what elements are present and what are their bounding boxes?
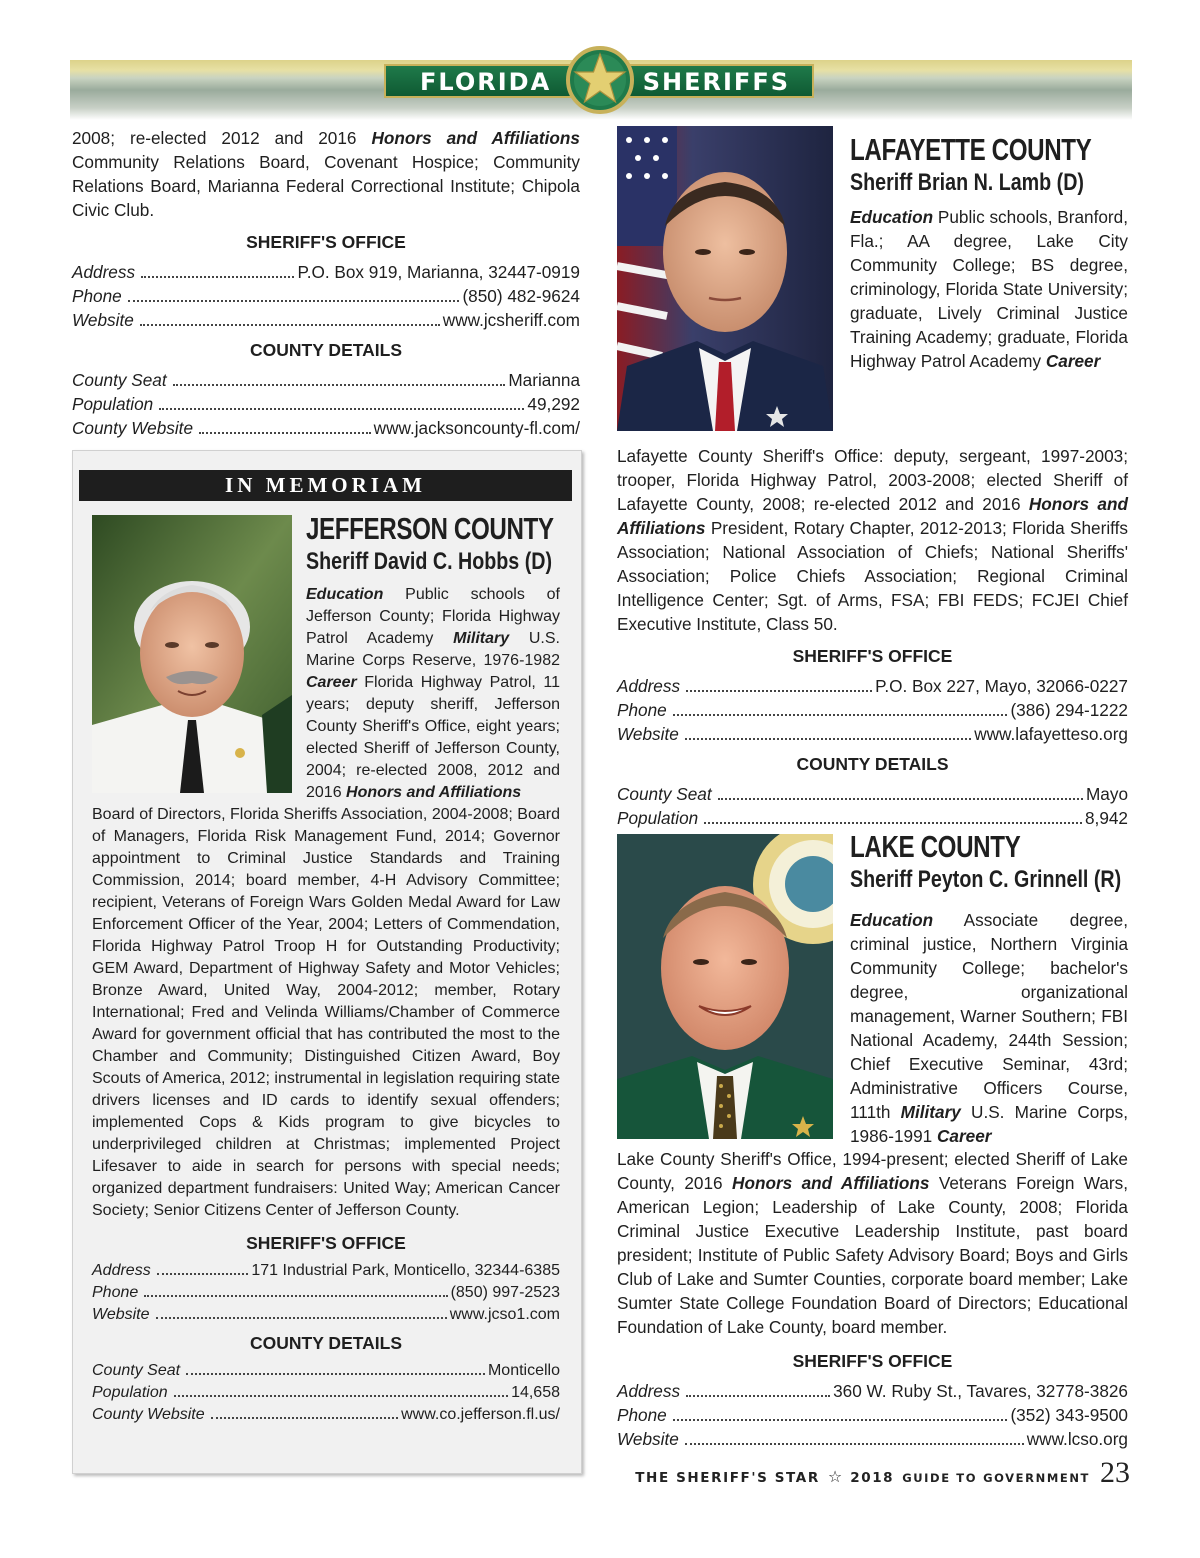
jackson-address-row: Address P.O. Box 919, Marianna, 32447-0919 (72, 262, 580, 282)
banner-florida: FLORIDA (420, 68, 552, 96)
lafayette-seat-row: County Seat Mayo (617, 784, 1128, 804)
lake-county-name: LAKE COUNTY (850, 829, 1021, 864)
lafayette-header (850, 132, 1128, 198)
jackson-bio: 2008; re-elected 2012 and 2016 Honors and Affiliations Community Relations Board, Covenant Hospice; Community Relations Board, Marianna Federal Correctional Institute; Chipola Civic Club. (72, 128, 580, 220)
jackson-phone-row: Phone (850) 482-9624 (72, 286, 580, 306)
jackson-section (72, 126, 580, 440)
lake-website-row: Website www.lcso.org (617, 1429, 1128, 1449)
footer-guide-word: GOVERNMENT (983, 1471, 1090, 1485)
lake-bio-top: Education Associate degree, criminal justice, Northern Virginia Community College; bachelor's degree, organizational management, Warner Southern; FBI National Academy, 244th Session; Chief Executive Seminar, 43rd; Administrative Officers Course, 111th Military U.S. Marine Corps, 1986-1991 Career (850, 910, 1128, 1146)
jefferson-bio-bottom: Board of Directors, Florida Sheriffs Association, 2004-2008; Board of Managers, Florida Risk Management Fund, 2014; Governor appointment to Criminal Justice Standards and Training Commission, 2014; board member, 4-H Advisory Committee; recipient, Veterans of Foreign Wars Golden Medal Award for Law Enforcement Officer of the Year, 2004; Letters of Commendation, Florida Highway Patrol Troop H for Outstanding Productivity; GEM Award, Department of Highway Safety and Motor Vehicles; Bronze Award, United Way, 2004-2012; member, Rotary International; Fred and Velinda Williams/Chamber of Commerce Award for government official that has contributed the most to the Chamber and Community; Distinguished Citizen Award, Boy Scouts of America, 2012; instrumental in legislation requiring state drivers licenses and ID cards to identify sexual offenders; implemented Cops & Kids program to give bicycles to underprivileged children at Christmas; implemented Project Lifesaver to aide in search for persons with special needs; organized department fundraisers: United Way; American Cancer Society; Senior Citizens Center of Jefferson County. SHERIFF'S OFFICE Address 171 Industrial Park, Monticello, 32344-6385 Phone (850) 997-2523 Website www.jcso1.com COUNTY DETAILS County Seat Monticello Population 14,658 County Website www.co.jefferson.fl.us/ (92, 804, 560, 1426)
jackson-office-title: SHERIFF'S OFFICE (246, 232, 406, 252)
lafayette-website-row: Website www.lafayetteso.org (617, 724, 1128, 744)
jefferson-county-website-row: County Website www.co.jefferson.fl.us/ (92, 1406, 560, 1423)
lafayette-county-name: LAFAYETTE COUNTY (850, 132, 1092, 167)
jackson-county-website-row: County Website www.jacksoncounty-fl.com/ (72, 418, 580, 438)
lake-sheriff-name: Sheriff Peyton C. Grinnell (R) (850, 866, 1122, 893)
lake-phone-row: Phone (352) 343-9500 (617, 1405, 1128, 1425)
page-footer (635, 1456, 1130, 1490)
jackson-seat-row: County Seat Marianna (72, 370, 580, 390)
jefferson-phone-row: Phone (850) 997-2523 (92, 1284, 560, 1301)
lafayette-population-row: Population 8,942 (617, 808, 1128, 828)
sheriff-grinnell-photo (617, 834, 833, 1139)
footer-year: 2018 (850, 1470, 895, 1486)
lake-address-row: Address 360 W. Ruby St., Tavares, 32778-3826 (617, 1381, 1128, 1401)
jefferson-county-title: COUNTY DETAILS (250, 1333, 402, 1353)
jefferson-bio-top: Education Public schools of Jefferson County; Florida Highway Patrol Academy Military U.S. Marine Corps Reserve, 1976-1982 Career Florida Highway Patrol, 11 years; deputy sheriff, Jefferson County Sheriff's Office, eight years; elected Sheriff of Jefferson County, 2004; re-elected 2008, 2012 and 2016 Honors and Affiliations (306, 586, 560, 801)
jefferson-address-row: Address 171 Industrial Park, Monticello, 32344-6385 (92, 1262, 560, 1279)
lafayette-bio-bottom: Lafayette County Sheriff's Office: deputy, sergeant, 1997-2003; trooper, Florida Highway Patrol, 2003-2008; elected Sheriff of Lafayette County, 2008; re-elected 2012 and 2016 Honors and Affiliations President, Rotary Chapter, 2012-2013; Florida Sheriffs Association; National Association of Chiefs; National Sheriffs' Association; Police Chiefs Association; Regional Criminal Intelligence Center; Sgt. of Arms, FSA; FBI FEDS; FCJEI Chief Executive Institute, Class 50. SHERIFF'S OFFICE Address P.O. Box 227, Mayo, 32066-0227 Phone (386) 294-1222 Website www.lafayetteso.org COUNTY DETAILS County Seat Mayo Population 8,942 (617, 446, 1128, 828)
lafayette-sheriff-name: Sheriff Brian N. Lamb (D) (850, 169, 1084, 196)
banner-sheriffs: SHERIFFS (642, 68, 790, 96)
lake-bio-bottom: Lake County Sheriff's Office, 1994-present; elected Sheriff of Lake County, 2016 Honors and Affiliations Veterans Foreign Wars, American Legion; Leadership of Lake County, 2008; Florida Criminal Justice Executive Leadership Institute, past board president; Institute of Public Safety Advisory Board; Boys and Girls Club of Lake and Sumter Counties, corporate board member; Lake Sumter State College Foundation Board of Directors; Educational Foundation of Lake County, board member. SHERIFF'S OFFICE Address 360 W. Ruby St., Tavares, 32778-3826 Phone (352) 343-9500 Website www.lcso.org (617, 1149, 1129, 1449)
jefferson-seat-row: County Seat Monticello (92, 1362, 560, 1379)
jefferson-header (306, 511, 560, 577)
footer-star-icon: ☆ (827, 1469, 843, 1486)
jefferson-website-row: Website www.jcso1.com (92, 1306, 560, 1323)
jefferson-population-row: Population 14,658 (92, 1384, 560, 1401)
lafayette-address-row: Address P.O. Box 227, Mayo, 32066-0227 (617, 676, 1128, 696)
sheriff-lamb-photo (617, 126, 833, 431)
footer-guide-prefix: GUIDE TO (902, 1471, 978, 1485)
lafayette-phone-row: Phone (386) 294-1222 (617, 700, 1128, 720)
jackson-county-title: COUNTY DETAILS (250, 340, 402, 360)
lake-header (850, 829, 1128, 895)
sheriff-star-badge-icon (566, 46, 634, 114)
footer-publication: THE SHERIFF'S STAR (635, 1470, 820, 1486)
jefferson-sheriff-name: Sheriff David C. Hobbs (D) (306, 548, 553, 575)
lake-office-title: SHERIFF'S OFFICE (792, 1351, 953, 1371)
lafayette-bio-top: Education Public schools, Branford, Fla.; AA degree, Lake City Community College; BS degree, criminology, Florida State University; graduate, Lively Criminal Justice Training Academy; graduate, Florida Highway Patrol Academy Career (850, 207, 1128, 371)
sheriff-hobbs-photo (92, 515, 292, 793)
in-memoriam-bar: IN MEMORIAM (79, 470, 572, 501)
jefferson-county-name: JEFFERSON COUNTY (306, 511, 554, 546)
jackson-website-row: Website www.jcsheriff.com (72, 310, 580, 330)
jefferson-office-title: SHERIFF'S OFFICE (246, 1233, 406, 1253)
page-number: 23 (1100, 1456, 1130, 1489)
jackson-population-row: Population 49,292 (72, 394, 580, 414)
lafayette-office-title: SHERIFF'S OFFICE (792, 646, 953, 666)
lafayette-county-title: COUNTY DETAILS (796, 754, 949, 774)
